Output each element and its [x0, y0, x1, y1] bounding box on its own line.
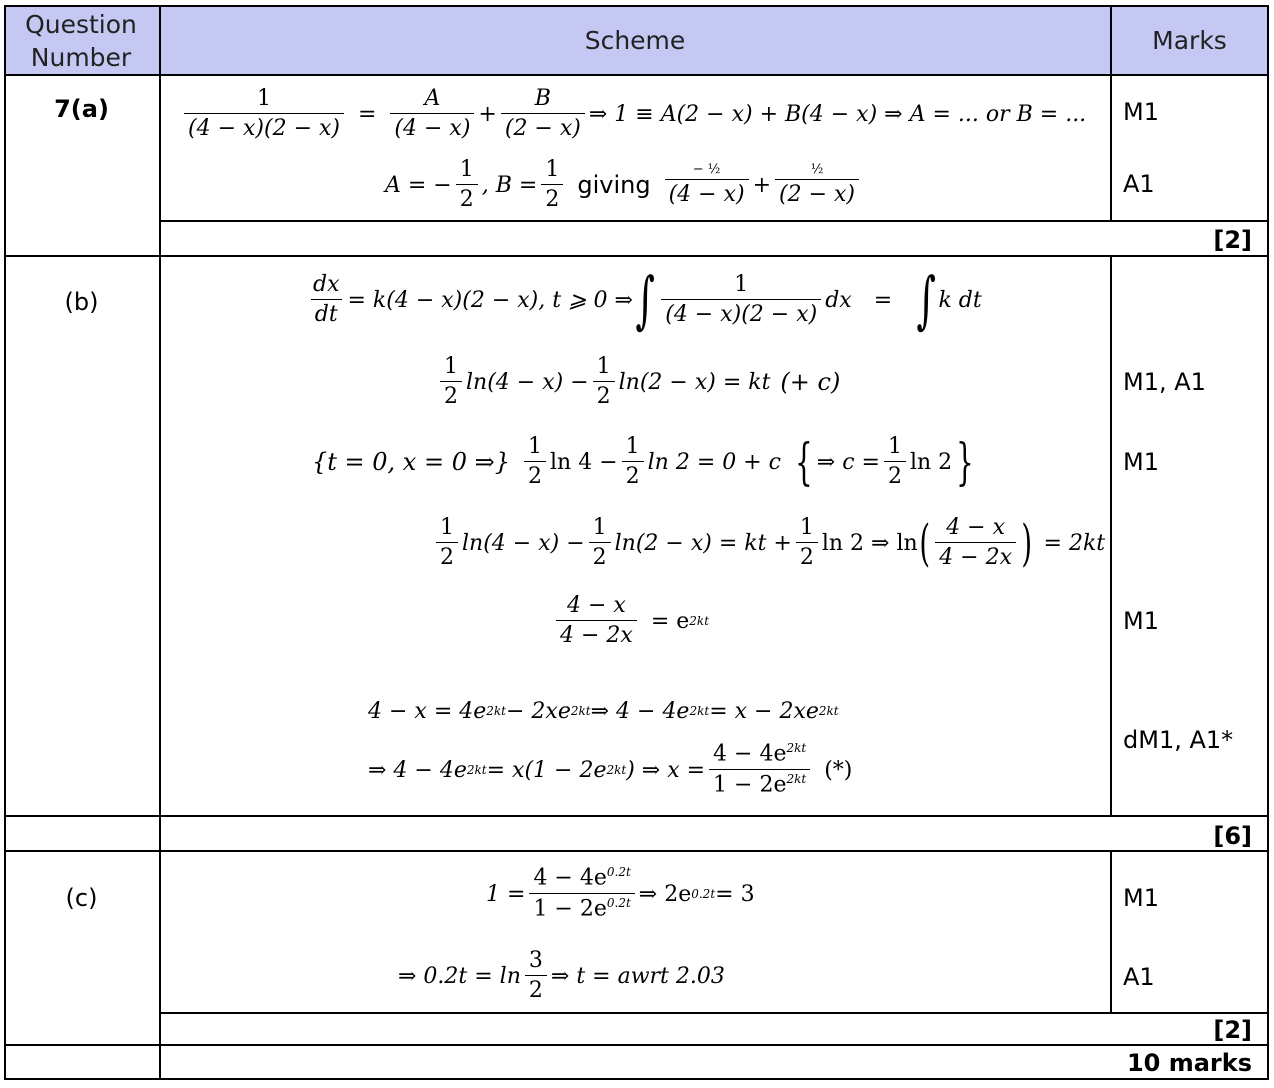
part-c-total: [2] [1213, 1016, 1252, 1044]
part-b-total: [6] [1213, 822, 1252, 850]
part-a-equation-1: $\frac{1}{(4 - x)(2 - x)}$ = $\frac{A}{(4 - x)}$ + $\frac{B}{(2 - x)}$ ⇒ 1 ≡ A(2 − x) + B(4 − x) ⇒ A = ... or B = ... [180, 82, 1086, 146]
fraction: $\frac{4 - x}{4 - 2x}$ [935, 516, 1016, 570]
integral-sign: ∫ [916, 263, 937, 336]
fraction: $\frac{B}{(2 - x)}$ [501, 87, 585, 141]
part-a-total: [2] [1213, 226, 1252, 254]
grand-total: 10 marks [1126, 1049, 1252, 1077]
integral-sign: ∫ [635, 263, 655, 336]
part-b-equation-3: {t = 0, x = 0 ⇒} $\frac{1}{2}$ ln 4 − $\frac{1}{2}$ ln 2 = 0 + c { ⇒ c = $\frac{1}{2}$ ln 2 } [312, 433, 974, 491]
header-bottom-rule [4, 74, 1269, 76]
mark-a-2: A1 [1123, 170, 1155, 198]
column-divider-2b [1110, 256, 1112, 817]
fraction: $\frac{1}{2}$ [593, 355, 615, 409]
fraction: $\frac{4 - 4e^{2kt}}{1 - 2e^{2kt}}$ [709, 742, 810, 797]
header-question-number: Question Number [25, 10, 137, 72]
fraction: $\frac{dx}{dt}$ [309, 273, 344, 327]
column-divider-2 [1110, 5, 1112, 222]
part-b-end-rule [4, 850, 1269, 852]
fraction: $\frac{4 - x}{4 - 2x}$ [556, 594, 637, 648]
mark-c-1: M1 [1123, 884, 1159, 912]
mark-c-2: A1 [1123, 963, 1155, 991]
fraction: $\frac{1}{2}$ [589, 516, 611, 570]
fraction: $\frac{1}{2}$ [541, 158, 563, 212]
fraction: $\frac{1}{2}$ [622, 435, 644, 489]
table-border-top [4, 5, 1269, 7]
fraction: $\frac{1}{(4 - x)(2 - x)}$ [661, 273, 821, 327]
part-b-equation-4: $\frac{1}{2}$ ln(4 − x) − $\frac{1}{2}$ ln(2 − x) = kt + $\frac{1}{2}$ ln 2 ⇒ ln ( $\frac{4 - x}{4 - 2x}$ ) = 2kt [432, 510, 1105, 576]
part-b-equation-2: $\frac{1}{2}$ ln(4 − x) − $\frac{1}{2}$ ln(2 − x) = kt (+ c) [436, 350, 840, 414]
table-border-right [1267, 5, 1269, 1080]
part-a-equation-2: A = − $\frac{1}{2}$ , B = $\frac{1}{2}$ giving $\frac{\text{− ½}}{(4 - x)}$ + $\frac{\text{½}}{(2 - x)}$ [385, 150, 863, 220]
table-border-left [4, 5, 6, 1080]
mark-b-1: M1, A1 [1123, 368, 1206, 396]
fraction: $\frac{1}{(4 - x)(2 - x)}$ [184, 87, 344, 141]
fraction: $\frac{1}{2}$ [524, 435, 546, 489]
header-scheme: Scheme [584, 25, 686, 55]
fraction: $\frac{\text{− ½}}{(4 - x)}$ [665, 163, 749, 207]
part-b-equation-5: $\frac{4 - x}{4 - 2x}$ = e 2kt [552, 590, 709, 652]
mark-b-2: M1 [1123, 448, 1159, 476]
part-c-total-rule [159, 1012, 1269, 1014]
part-b-equation-1: $\frac{dx}{dt}$ = k(4 − x)(2 − x), t ⩾ 0 ⇒ ∫ $\frac{1}{(4 - x)(2 - x)}$ dx = ∫ k dt [305, 262, 982, 338]
fraction: $\frac{3}{2}$ [525, 949, 547, 1003]
giving-text: giving [577, 171, 651, 199]
part-a-total-rule [159, 220, 1269, 222]
mark-b-4: dM1, A1* [1123, 726, 1234, 754]
part-b-equation-7: ⇒ 4 − 4e 2kt = x(1 − 2e 2kt ) ⇒ x = $\frac{4 - 4e^{2kt}}{1 - 2e^{2kt}}$ (*) [368, 741, 853, 798]
column-divider-2c [1110, 851, 1112, 1013]
table-border-bottom [4, 1078, 1269, 1080]
question-label-7a: 7(a) [54, 95, 109, 123]
fraction: $\frac{\text{½}}{(2 - x)}$ [775, 163, 859, 207]
part-c-end-rule [4, 1044, 1269, 1046]
fraction: $\frac{1}{2}$ [884, 435, 906, 489]
part-c-equation-1: 1 = $\frac{4 - 4e^{0.2t}}{1 - 2e^{0.2t}}$ ⇒ 2e 0.2t = 3 [486, 865, 755, 922]
question-label-7c: (c) [65, 884, 98, 912]
fraction: $\frac{1}{2}$ [456, 158, 478, 212]
part-a-end-rule [4, 255, 1269, 257]
column-divider-1 [159, 5, 161, 1080]
mark-a-1: M1 [1123, 98, 1159, 126]
mark-b-3: M1 [1123, 607, 1159, 635]
part-b-total-rule [4, 815, 1269, 817]
part-c-equation-2: ⇒ 0.2t = ln $\frac{3}{2}$ ⇒ t = awrt 2.03 [398, 947, 725, 1003]
header-marks: Marks [1152, 25, 1227, 55]
question-label-7b: (b) [64, 288, 99, 316]
part-b-equation-6: 4 − x = 4e 2kt − 2xe 2kt ⇒ 4 − 4e 2kt = x − 2xe 2kt [368, 698, 839, 724]
fraction: $\frac{1}{2}$ [440, 355, 462, 409]
fraction: $\frac{A}{(4 - x)}$ [390, 87, 474, 141]
fraction: $\frac{4 - 4e^{0.2t}}{1 - 2e^{0.2t}}$ [529, 866, 634, 921]
fraction: $\frac{1}{2}$ [436, 516, 458, 570]
fraction: $\frac{1}{2}$ [796, 516, 818, 570]
